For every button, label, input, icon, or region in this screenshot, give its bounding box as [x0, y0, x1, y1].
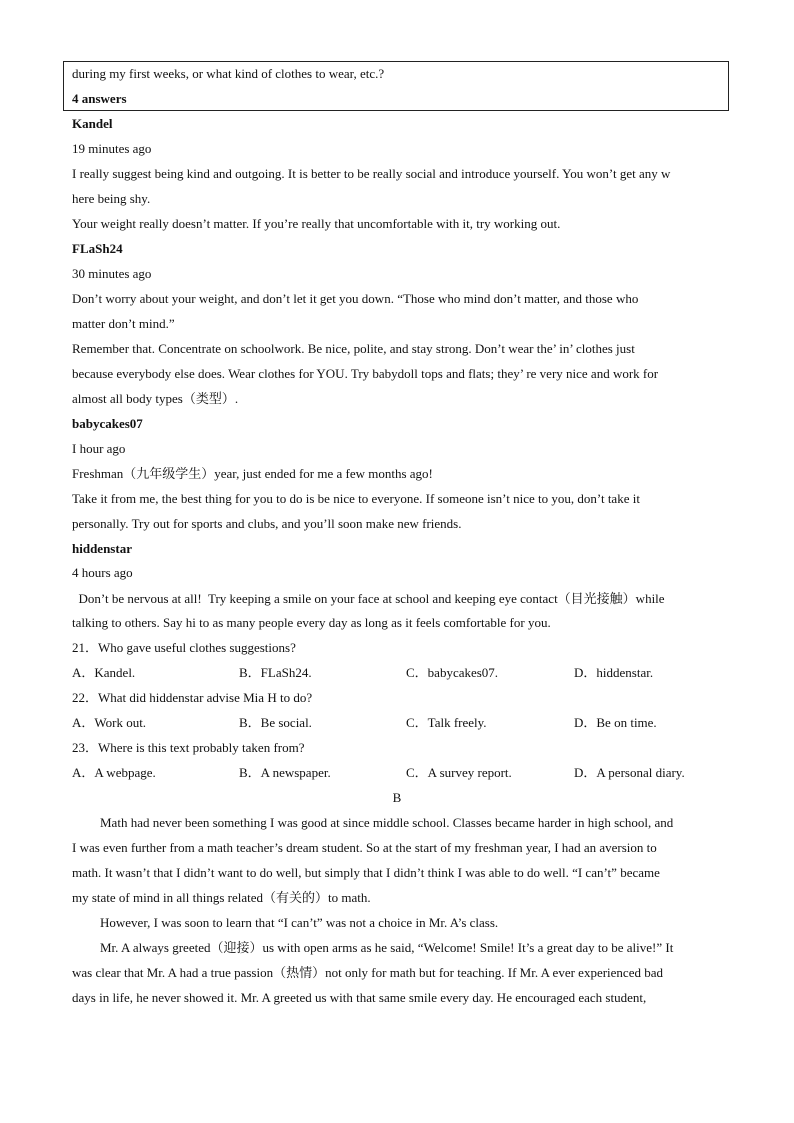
answer-line: because everybody else does. Wear clothes for YOU. Try babydoll tops and flats; they’ re very nice and work for: [72, 366, 659, 381]
question-stem: 21．Who gave useful clothes suggestions?: [72, 640, 296, 655]
answer-line: talking to others. Say hi to as many people every day as long as it feels comfortable for you.: [72, 615, 551, 630]
option-d[interactable]: D．hiddenstar.: [574, 665, 654, 680]
answers-count: 4 answers: [72, 91, 127, 106]
answer-line: here being shy.: [72, 191, 151, 206]
option-a[interactable]: A．Work out.: [72, 715, 147, 730]
option-c[interactable]: C．babycakes07.: [406, 665, 499, 680]
option-d[interactable]: D．Be on time.: [574, 715, 657, 730]
answer-time: I hour ago: [72, 441, 126, 456]
answer-line: personally. Try out for sports and clubs, and you’ll soon make new friends.: [72, 516, 462, 531]
answer-author: babycakes07: [72, 416, 143, 431]
option-a[interactable]: A．A webpage.: [72, 765, 156, 780]
question-stem: 22．What did hiddenstar advise Mia H to do?: [72, 690, 313, 705]
passage-line: I was even further from a math teacher’s dream student. So at the start of my freshman year, I had an aversion to: [72, 840, 657, 855]
passage-line: my state of mind in all things related（有关的）to math.: [72, 890, 371, 905]
answer-line: matter don’t mind.”: [72, 316, 175, 331]
passage-line: However, I was soon to learn that “I can’t” was not a choice in Mr. A’s class.: [100, 915, 499, 930]
answer-line: Don’t be nervous at all! Try keeping a smile on your face at school and keeping eye contact（目光接触）while: [72, 591, 665, 606]
passage-line: days in life, he never showed it. Mr. A greeted us with that same smile every day. He encouraged each student,: [72, 990, 647, 1005]
answer-author: FLaSh24: [72, 241, 123, 256]
answer-author: Kandel: [72, 116, 113, 131]
option-d[interactable]: D．A personal diary.: [574, 765, 685, 780]
question-stem: 23．Where is this text probably taken from?: [72, 740, 305, 755]
passage-line: math. It wasn’t that I didn’t want to do well, but simply that I didn’t think I was able to do well. “I can’t” became: [72, 865, 660, 880]
section-heading: B: [392, 790, 402, 805]
answer-line: Freshman（九年级学生）year, just ended for me a few months ago!: [72, 466, 433, 481]
answer-time: 4 hours ago: [72, 565, 133, 580]
answer-author: hiddenstar: [72, 541, 132, 556]
answer-line: Don’t worry about your weight, and don’t let it get you down. “Those who mind don’t matter, and those who: [72, 291, 639, 306]
answer-time: 30 minutes ago: [72, 266, 152, 281]
option-c[interactable]: C．Talk freely.: [406, 715, 487, 730]
passage-line: was clear that Mr. A had a true passion（热情）not only for math but for teaching. If Mr. A ever experienced bad: [72, 965, 663, 980]
answer-line: I really suggest being kind and outgoing. It is better to be really social and introduce yourself. You won’t get any w: [72, 166, 671, 181]
answer-time: 19 minutes ago: [72, 141, 152, 156]
option-b[interactable]: B．Be social.: [239, 715, 312, 730]
passage-line: Mr. A always greeted（迎接）us with open arms as he said, “Welcome! Smile! It’s a great day to be alive!” It: [100, 940, 674, 955]
option-b[interactable]: B．A newspaper.: [239, 765, 331, 780]
option-b[interactable]: B．FLaSh24.: [239, 665, 312, 680]
passage-line: Math had never been something I was good at since middle school. Classes became harder in high school, and: [100, 815, 674, 830]
option-c[interactable]: C．A survey report.: [406, 765, 512, 780]
option-a[interactable]: A．Kandel.: [72, 665, 136, 680]
answer-line: Your weight really doesn’t matter. If you’re really that uncomfortable with it, try working out.: [72, 216, 561, 231]
answer-line: Take it from me, the best thing for you to do is be nice to everyone. If someone isn’t nice to you, don’t take it: [72, 491, 640, 506]
question-line: during my first weeks, or what kind of clothes to wear, etc.?: [72, 66, 385, 81]
answer-line: almost all body types（类型）.: [72, 391, 239, 406]
answer-line: Remember that. Concentrate on schoolwork. Be nice, polite, and stay strong. Don’t wear the’ in’ clothes just: [72, 341, 635, 356]
